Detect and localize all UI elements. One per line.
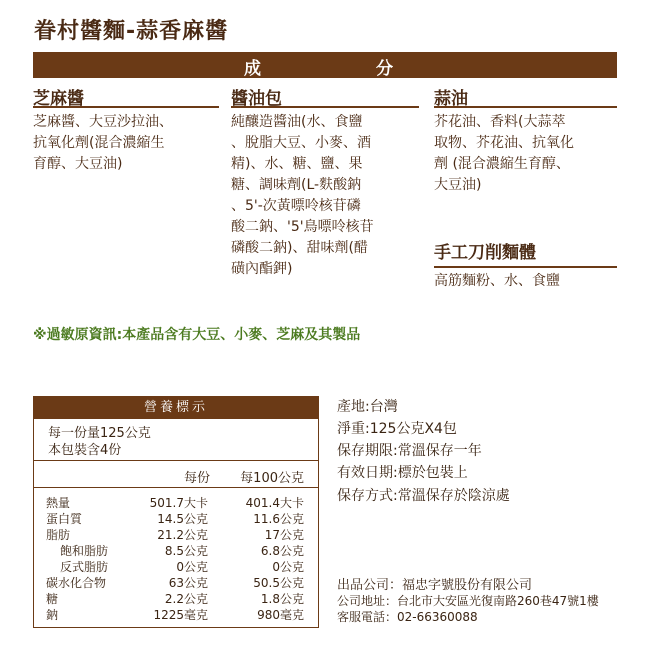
shelf-life: 保存期限:常溫保存一年 (337, 443, 482, 459)
nutrition-row (34, 510, 318, 526)
nutrient-per-100g: 980毫克 (257, 608, 304, 622)
nutrient-per-serving: 63公克 (168, 576, 208, 590)
servings-per-package: 本包裝含4份 (48, 443, 122, 458)
nutrient-name: 飽和脂肪 (60, 544, 109, 558)
nutrition-table (33, 396, 319, 628)
soy-sauce-ingredients: 純釀造醬油(水、食鹽 、脫脂大豆、小麥、酒 精)、水、糖、鹽、果 糖、調味劑(L-麩酸鈉 、5'-次黃嘌呤核苷磷 酸二鈉、'5'鳥嘌呤核苷 磷酸二鈉)、甜味劑(醋 磺內酯鉀) (231, 114, 374, 277)
expiry-date: 有效日期:標於包裝上 (337, 465, 468, 481)
nutrient-per-100g: 6.8公克 (260, 544, 304, 558)
nutrition-row (34, 558, 318, 574)
noodle-ingredients: 高筋麵粉、水、食鹽 (434, 273, 560, 289)
col-per-serving: 每份 (183, 471, 210, 486)
ingredients-header (33, 52, 617, 78)
nutrition-row (34, 590, 318, 606)
nutrition-row (34, 606, 318, 622)
nutrition-divider (34, 487, 318, 488)
ingredients-header-right: 分 (376, 59, 393, 79)
allergen-info: ※過敏原資訊:本產品含有大豆、小麥、芝麻及其製品 (33, 327, 361, 343)
nutrient-name: 糖 (46, 592, 59, 606)
nutrition-row (34, 526, 318, 542)
garlic-oil-ingredients: 芥花油、香料(大蒜萃 取物、芥花油、抗氧化 劑 (混合濃縮生育醇、 大豆油) (434, 114, 574, 193)
soy-sauce-title: 醬油包 (231, 84, 419, 108)
ingredients-header-left: 成 (244, 59, 261, 79)
nutrition-rows (34, 494, 318, 622)
nutrient-per-serving: 2.2公克 (164, 592, 208, 606)
col-per-100g: 每100公克 (240, 471, 304, 486)
nutrient-per-100g: 17公克 (264, 528, 304, 542)
nutrition-row (34, 574, 318, 590)
nutrient-name: 熱量 (46, 496, 71, 510)
garlic-oil-title: 蒜油 (434, 84, 617, 108)
serving-size: 每一份量125公克 (48, 426, 151, 441)
nutrition-divider (34, 460, 318, 461)
nutrient-per-serving: 8.5公克 (164, 544, 208, 558)
nutrition-row (34, 542, 318, 558)
nutrition-header: 營養標示 (34, 397, 318, 419)
nutrient-name: 反式脂肪 (60, 560, 109, 574)
nutrient-name: 碳水化合物 (46, 576, 107, 590)
nutrient-per-serving: 14.5公克 (157, 512, 208, 526)
nutrient-name: 鈉 (46, 608, 59, 622)
nutrient-per-100g: 50.5公克 (253, 576, 304, 590)
nutrient-per-serving: 501.7大卡 (149, 496, 208, 510)
nutrient-per-100g: 11.6公克 (253, 512, 304, 526)
nutrient-per-serving: 0公克 (176, 560, 208, 574)
product-title: 眷村醬麵-蒜香麻醬 (34, 19, 229, 44)
nutrient-name: 脂肪 (46, 528, 71, 542)
nutrient-per-100g: 0公克 (272, 560, 304, 574)
nutrient-per-serving: 21.2公克 (157, 528, 208, 542)
company-phone: 客服電話：02-66360088 (337, 610, 478, 624)
noodle-title: 手工刀削麵體 (434, 238, 617, 268)
nutrient-per-100g: 1.8公克 (260, 592, 304, 606)
company-address: 公司地址：台北市大安區光復南路260巷47號1樓 (337, 594, 599, 608)
origin: 產地:台灣 (337, 399, 398, 415)
nutrition-row (34, 494, 318, 510)
sesame-sauce-ingredients: 芝麻醬、大豆沙拉油、 抗氧化劑(混合濃縮生 育醇、大豆油) (33, 114, 173, 172)
nutrient-per-100g: 401.4大卡 (245, 496, 304, 510)
storage-method: 保存方式:常溫保存於陰涼處 (337, 488, 510, 504)
nutrient-name: 蛋白質 (46, 512, 83, 526)
nutrient-per-serving: 1225毫克 (153, 608, 208, 622)
sesame-sauce-title: 芝麻醬 (33, 84, 219, 108)
serving-info (48, 425, 151, 459)
net-weight: 淨重:125公克X4包 (337, 421, 457, 437)
company-name: 出品公司：福忠字號股份有限公司 (337, 578, 533, 593)
